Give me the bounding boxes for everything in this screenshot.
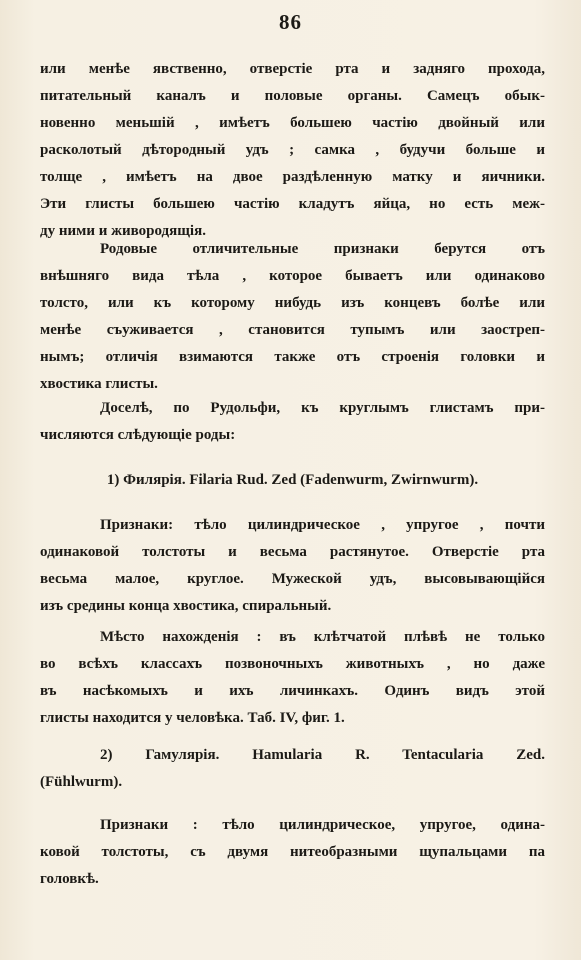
genus-heading-hamularia: [40, 742, 545, 796]
text-line: глисты находится у человѣка. Таб. IV, фиг. 1.: [40, 710, 345, 726]
text-line: новенно меньшій , имѣетъ большею частію двойный или: [40, 115, 545, 131]
text-line: ду ними и живородящія.: [40, 223, 206, 239]
text-line: питательный каналъ и половые органы. Самецъ обык-: [40, 88, 545, 104]
text-line: 2) Гамулярія. Hamularia R. Tentacularia Zed.: [100, 747, 545, 763]
paragraph-filaria-location: [40, 624, 545, 732]
paragraph-rudolphi: [40, 395, 545, 449]
text-line: весьма малое, круглое. Мужеской удъ, высовывающійся: [40, 571, 545, 587]
text-line: нымъ; отличія взимаются также отъ строенія головки и: [40, 349, 545, 365]
genus-heading-filaria: [40, 467, 545, 494]
text-line: числяются слѣдующіе роды:: [40, 427, 236, 443]
paragraph-generic-features: [40, 236, 545, 398]
text-line: хвостика глисты.: [40, 376, 158, 392]
paragraph-hamularia-features: [40, 812, 545, 893]
text-line: во всѣхъ классахъ позвоночныхъ животныхъ , но даже: [40, 656, 545, 672]
text-line: расколотый дѣтородный удъ ; самка , будучи больше и: [40, 142, 545, 158]
text-line: Доселѣ, по Рудольфи, къ круглымъ глистамъ при-: [100, 400, 545, 416]
page-number: 86: [279, 10, 302, 34]
text-line: менѣе съуживается , становится тупымъ или заостреп-: [40, 322, 545, 338]
text-line: изъ средины конца хвостика, спиральный.: [40, 598, 332, 614]
text-line: Признаки : тѣло цилиндрическое, упругое, одина-: [100, 817, 545, 833]
text-line: (Fühlwurm).: [40, 774, 123, 790]
text-line: головкѣ.: [40, 871, 99, 887]
text-line: или менѣе явственно, отверстіе рта и задняго прохода,: [40, 61, 545, 77]
text-line: ковой толстоты, съ двумя нитеобразными щупальцами па: [40, 844, 545, 860]
text-line: толсто, или къ которому нибудь изъ концевъ болѣе или: [40, 295, 545, 311]
text-line: Мѣсто нахожденія : въ клѣтчатой плѣвѣ не только: [100, 629, 545, 645]
paragraph-continuation: [40, 56, 545, 245]
paragraph-filaria-features: [40, 512, 545, 620]
text-line: одинаковой толстоты и весьма растянутое. Отверстіе рта: [40, 544, 545, 560]
text-line: толще , имѣетъ на двое раздѣленную матку и яичники.: [40, 169, 545, 185]
text-line: 1) Филярія. Filaria Rud. Zed (Fadenwurm, Zwirnwurm).: [106, 472, 479, 488]
text-line: въ насѣкомыхъ и ихъ личинкахъ. Одинъ видъ этой: [40, 683, 545, 699]
text-line: Эти глисты большею частію кладутъ яйца, но есть меж-: [40, 196, 545, 212]
text-line: внѣшняго вида тѣла , которое бываетъ или одинаково: [40, 268, 545, 284]
text-line: Признаки: тѣло цилиндрическое , упругое , почти: [100, 517, 545, 533]
text-line: Родовые отличительные признаки берутся отъ: [100, 241, 545, 257]
